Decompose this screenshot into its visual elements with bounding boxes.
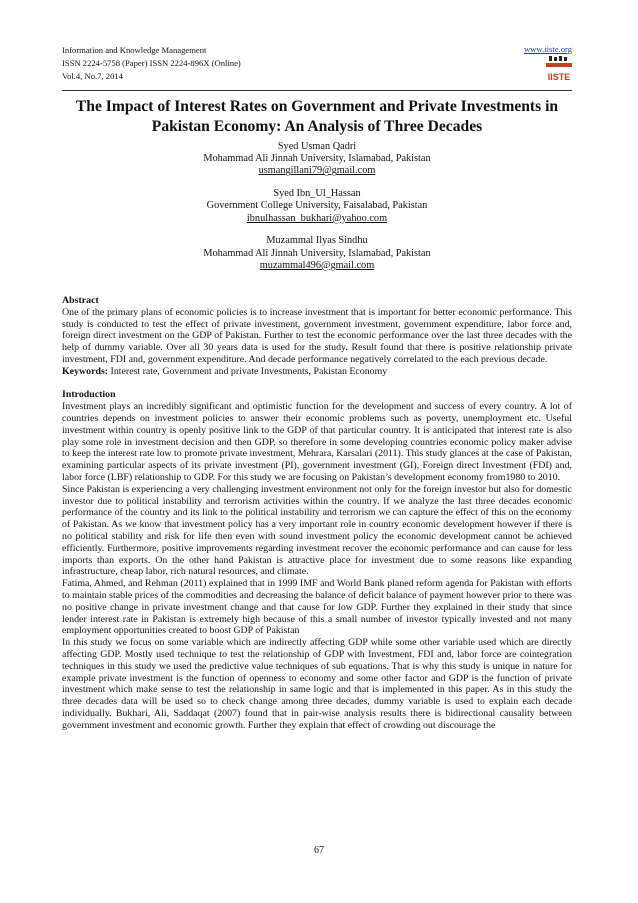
intro-paragraph: Fatima, Ahmed, and Rehman (2011) explained that in 1999 IMF and World Bank planed reform agenda for Pakistan with efforts to maintain stable prices of the commodities and decreasing the balance of deficit balance of payment however prior to there was no positive change in private investment change and that cause for low GDP. Further they explained in their study that since lender interest rate in Pakistan is extremely high because of this a small number of investor typically invested and not many employment opportunities created to boost GDP of Pakistan: [62, 578, 573, 637]
author-1: [62, 141, 572, 178]
header-divider: [62, 90, 572, 91]
journal-name: Information and Knowledge Management: [62, 45, 207, 55]
author-email-link[interactable]: usmangillani79@gmail.com: [258, 165, 376, 177]
author-affiliation: Government College University, Faisalabad, Pakistan: [206, 200, 428, 212]
intro-paragraph: Since Pakistan is experiencing a very challenging investment environment not only for the foreign investor but also for domestic investor due to political instability and terrorism activities within the country. If we analyze the last three decades economic performance of the country and its link to the political instability and terrorism we can capture the effect of this on the economy of Pakistan. As we know that investment policy has a very important role in country economic development however if there is no political stability and risk for life then even with sound investment policy the economic development cannot be achieved efficiently. Furthermore, positive improvements regarding investment recover the economic performance and can cause for less imports than exports. On the other hand Pakistan is attractive place for investment due to some reasons like expanding infrastructure, cheap labor, rich natural resources, and climate.: [62, 483, 572, 578]
page-number: 67: [314, 845, 324, 856]
abstract-text: One of the primary plans of economic policies is to increase investment that is important for better economic performance. This study is conducted to test the effect of private investment, government investment, government expenditure, labor force and, foreign direct investment on the GDP of Pakistan. Further to test the economic performance over the last three decades with the help of dummy variable. Over all 30 years data is used for the study. Result found that there is positive relationship private investment, FDI and, government expenditure. And decade performance negatively correlated to the each previous decade.: [62, 306, 572, 365]
journal-url-link[interactable]: www.iiste.org: [524, 44, 572, 54]
author-name: Syed Ibn_Ul_Hassan: [273, 188, 361, 200]
author-name: Muzammal Ilyas Sindhu: [266, 235, 368, 247]
volume-line: Vol.4, No.7, 2014: [62, 71, 123, 81]
introduction-heading: Introduction: [62, 389, 116, 401]
keywords-text: Interest rate, Government and private Investments, Pakistan Economy: [108, 365, 388, 377]
logo-text: IISTE: [547, 72, 571, 82]
author-block: [62, 141, 572, 272]
paper-title: The Impact of Interest Rates on Government and Private Investments in Pakistan Economy: An Analysis of Three Decades: [75, 98, 559, 135]
intro-paragraph: Investment plays an incredibly significant and optimistic function for the development and success of every country. A lot of countries depends on investment policies to answer their economic problems such as poverty, unemployment etc. Useful investment within country is openly positive link to the GDP of that particular country. It is anticipated that interest rate is also play some role in investment decision and then GDP, so therefore in some developing countries economic policy maker advise to keep the interest rate low to promote private investment, Mehrara, Karsalari (2011). This study glances at the case of Pakistan, examining particular aspects of its private investment (PI), government investment (GI), Foreign direct Investment (FDI) and, labor force (LBF) relationship to GDP. For this study we are focusing on Pakistan’s development economy from1980 to 2010.: [62, 401, 572, 483]
keywords-line: [62, 366, 572, 378]
author-2: [62, 188, 572, 225]
iiste-logo: [546, 56, 572, 84]
author-name: Syed Usman Qadri: [277, 141, 357, 152]
author-affiliation: Mohammad Ali Jinnah University, Islamabad, Pakistan: [203, 247, 431, 259]
journal-header: [62, 44, 241, 83]
author-email-link[interactable]: muzammal496@gmail.com: [259, 259, 375, 271]
author-affiliation: Mohammad Ali Jinnah University, Islamabad, Pakistan: [203, 153, 431, 165]
abstract-heading: Abstract: [62, 295, 99, 306]
issn-line: ISSN 2224-5758 (Paper) ISSN 2224-896X (Online): [62, 58, 241, 68]
author-email-link[interactable]: ibnulhassan_bukhari@yahoo.com: [246, 212, 388, 224]
paper-body: [62, 295, 572, 731]
author-3: [62, 235, 572, 272]
keywords-label: Keywords:: [62, 365, 109, 377]
intro-paragraph: In this study we focus on some variable which are indirectly affecting GDP while some other variable used which are directly affecting GDP. Mostly used technique to test the relationship of GDP with Investment, FDI and, labor force are cointegration techniques in this study we used the predictive value techniques of sub equations. That is why this study is unique in nature for example private investment is the function of openness to economy and some other factor and GDP is the function of private investment which make sense to test the relationship in same logic and that is implemented in this paper. As in this study the three decades data will be used so to check change among three decades, dummy variable is used to explain each decade individually. Bukhari, Ali, Saddaqat (2007) found that in pair-wise analysis results there is bidirectional causality between government investment and economic growth. Further they explain that effect of crowding out discourage the: [62, 637, 572, 731]
